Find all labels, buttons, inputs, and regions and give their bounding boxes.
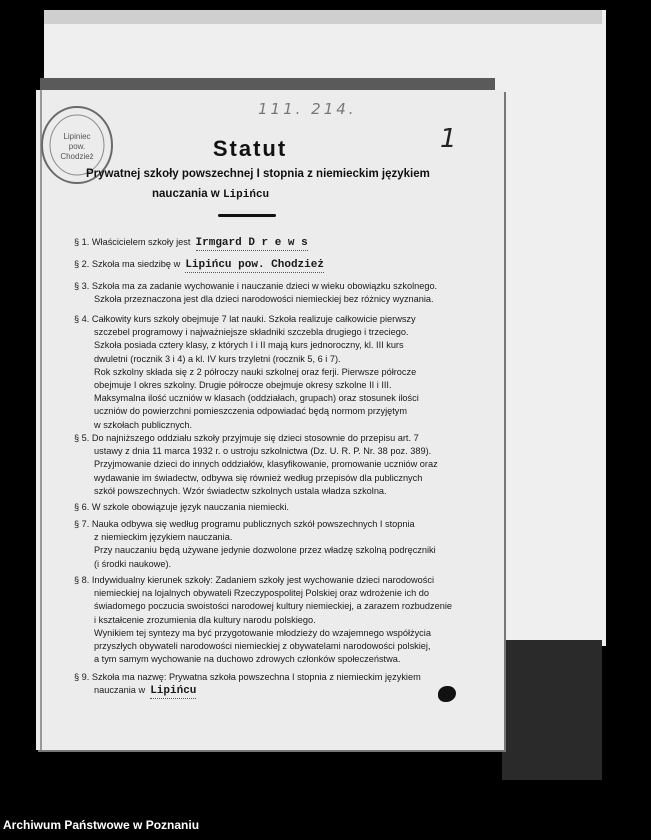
document-subtitle-location bbox=[152, 188, 269, 201]
stamp-line-3: Chodzież bbox=[60, 152, 94, 161]
section-line: § 5. Do najniższego oddziału szkoły przyjmuje się dzieci stosownie do przepisu art. 7 bbox=[74, 433, 419, 443]
section-5 bbox=[74, 432, 474, 498]
section-line: nauczania w Lipińcu bbox=[74, 684, 474, 699]
document-title: Statut bbox=[212, 136, 288, 161]
section-9 bbox=[74, 671, 474, 699]
title-divider bbox=[218, 214, 276, 217]
school-name-location: Lipińcu bbox=[150, 685, 196, 699]
document-subtitle: Prywatnej szkoły powszechnej I stopnia z niemieckim językiem bbox=[86, 168, 430, 180]
section-line: szczebel programowy i najważniejsze składniki szczebla drugiego i trzeciego. bbox=[94, 327, 409, 338]
background-sheet-edge bbox=[44, 10, 602, 24]
section-line: Wynikiem tej syntezy ma być przygotowanie młodzieży do wzajemnego współżycia bbox=[94, 627, 431, 638]
section-6 bbox=[74, 501, 474, 514]
section-line: Szkoła przeznaczona jest dla dzieci narodowości niemieckiej bez różnicy wyznania. bbox=[94, 294, 434, 305]
section-line: Rok szkolny składa się z 2 półroczy nauki szkolnej oraz ferji. Pierwsze półrocze bbox=[94, 366, 417, 377]
section-2 bbox=[74, 258, 474, 273]
section-3 bbox=[74, 280, 474, 306]
section-4 bbox=[74, 313, 474, 432]
scan-shadow bbox=[502, 640, 602, 780]
section-line: niemieckiej na lojalnych obywateli Rzeczypospolitej Polskiej oraz wdrożenie ich do bbox=[94, 588, 429, 599]
section-8 bbox=[74, 574, 474, 666]
section-line: obejmuje I okres szkolny. Drugie półrocze obejmuje okresy szkolne II i III. bbox=[94, 380, 392, 391]
section-line: (i środki naukowe). bbox=[94, 558, 172, 569]
section-line: z niemieckim językiem nauczania. bbox=[94, 532, 233, 543]
section-line: Maksymalna ilość uczniów w klasach (oddziałach, grupach) oraz stosunek ilości bbox=[94, 393, 419, 404]
subtitle-location-typed: Lipińcu bbox=[222, 189, 270, 201]
archive-footer: Archiwum Państwowe w Poznaniu bbox=[3, 818, 200, 832]
section-line: uczniów do powierzchni pomieszczenia odpowiadać będą normom przyjętym bbox=[94, 406, 408, 417]
archive-number: 111. 214. bbox=[258, 100, 357, 118]
section-1 bbox=[74, 236, 474, 251]
section-line: § 9. Szkoła ma nazwę: Prywatna szkoła powszechna I stopnia z niemieckim językiem bbox=[74, 672, 421, 682]
section-line: szkół powszechnych. Wzór świadectw szkolnych ustala władza szkolna. bbox=[94, 485, 387, 496]
section-line: świadomego poczucia swoistości narodowej kultury niemieckiej, a zarazem rozbudzenie bbox=[94, 601, 452, 612]
section-line: w szkołach publicznych. bbox=[94, 419, 193, 430]
section-line: a tym samym wychowanie na duchowo zdrowych członków społeczeństwa. bbox=[94, 654, 401, 665]
section-7 bbox=[74, 518, 474, 571]
school-seat: Lipińcu pow. Chodzież bbox=[185, 259, 324, 273]
section-line: i kształcenie zrozumienia dla kultury narodu polskiego. bbox=[94, 614, 316, 625]
stamp-line-1: Lipiniec bbox=[63, 132, 91, 141]
section-line: § 4. Całkowity kurs szkoły obejmuje 7 lat nauki. Szkoła realizuje całkowicie pierwszy bbox=[74, 314, 416, 324]
section-line: § 6. W szkole obowiązuje język nauczania niemiecki. bbox=[74, 502, 289, 512]
section-line: wydawanie im świadectw, odbywa się również według przepisów dla publicznych bbox=[94, 472, 423, 483]
section-line: § 7. Nauka odbywa się według programu publicznych szkół powszechnych I stopnia bbox=[74, 519, 415, 529]
section-line: § 1. Właścicielem szkoły jest Irmgard D r e w s bbox=[74, 236, 474, 251]
section-line: Przyjmowanie dzieci do innych oddziałów, klasyfikowanie, promowanie uczniów oraz bbox=[94, 459, 438, 470]
section-line: § 8. Indywidualny kierunek szkoły: Zadaniem szkoły jest wychowanie dzieci narodowości bbox=[74, 575, 435, 585]
page-binding-edge bbox=[40, 90, 42, 750]
section-line: ustawy z dnia 11 marca 1932 r. o ustroju szkolnictwa (Dz. U. R. P. Nr. 38 poz. 389). bbox=[94, 446, 432, 457]
section-line: § 2. Szkoła ma siedzibę w Lipińcu pow. Chodzież bbox=[74, 258, 474, 273]
section-line: przyszłych obywateli narodowości niemieckiej z obywatelami narodowości polskiej, bbox=[94, 641, 431, 652]
stamp-line-2: pow. bbox=[68, 142, 86, 151]
section-line: Szkoła posiada cztery klasy, z których I i II mają kurs jednoroczny, kl. III kurs bbox=[94, 340, 404, 351]
owner-name: Irmgard D r e w s bbox=[196, 237, 308, 251]
section-line: Przy nauczaniu będą używane jedynie dozwolone przez władzę szkolną podręczniki bbox=[94, 545, 436, 556]
section-line: dwuletni (rocznik 3 i 4) a kl. IV kurs trzyletni (rocznik 5, 6 i 7). bbox=[94, 353, 341, 364]
section-line: § 3. Szkoła ma za zadanie wychowanie i nauczanie dzieci w wieku obowiązku szkolnego. bbox=[74, 281, 438, 291]
subtitle-prefix: nauczania w bbox=[152, 188, 220, 200]
page-number: 1 bbox=[440, 124, 457, 154]
